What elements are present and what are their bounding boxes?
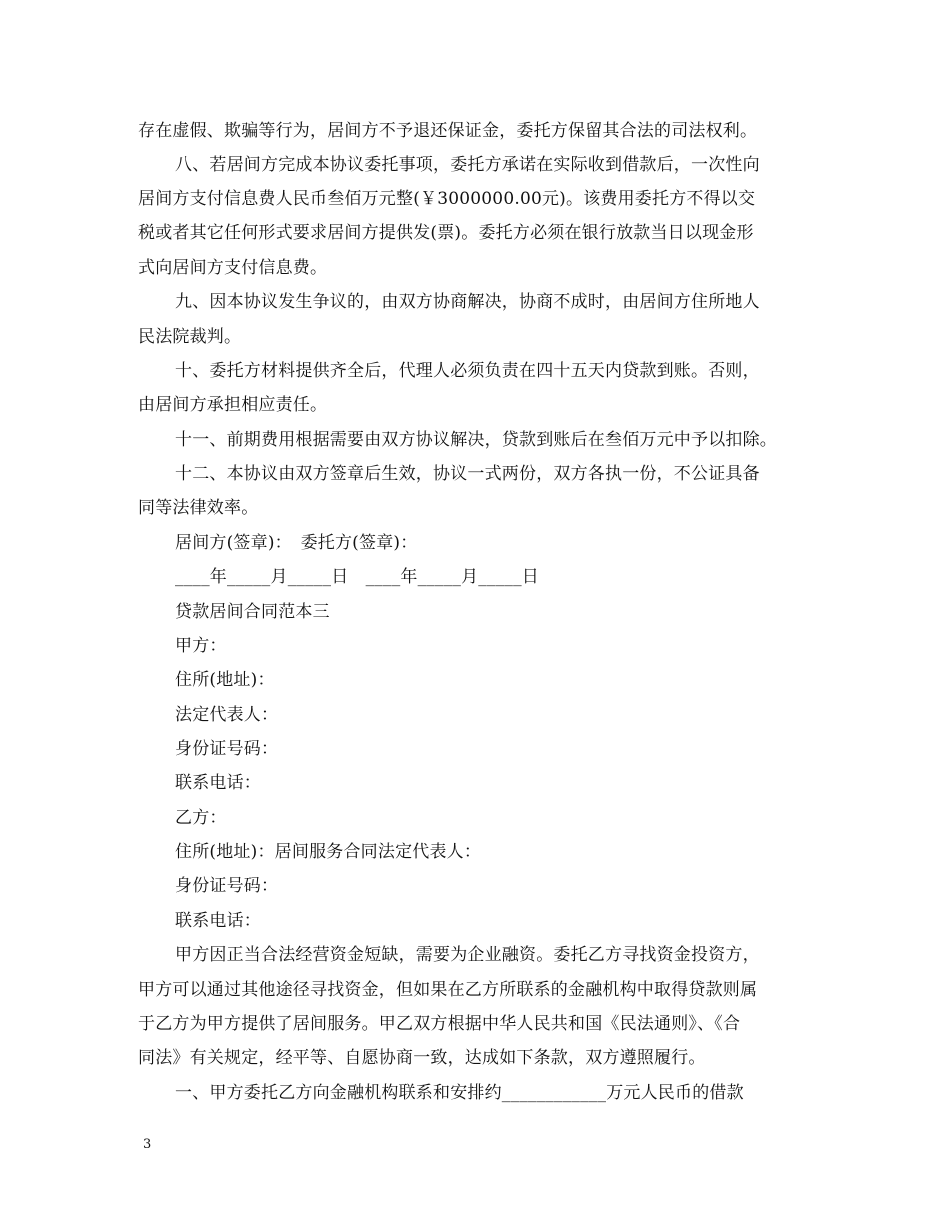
body-line: 八、若居间方完成本协议委托事项，委托方承诺在实际收到借款后，一次性向 (175, 155, 760, 175)
party-field: 乙方： (175, 808, 227, 828)
body-line: 甲方可以通过其他途径寻找资金，但如果在乙方所联系的金融机构中取得贷款则属 (138, 980, 758, 1000)
date-line: ____年_____月_____日 ____年_____月_____日 (175, 567, 539, 587)
party-field: 住所(地址)：居间服务合同法定代表人： (175, 842, 482, 862)
body-line: 同等法律效率。 (138, 498, 259, 518)
body-line: 于乙方为甲方提供了居间服务。甲乙双方根据中华人民共和国《民法通则》、《合 (138, 1014, 741, 1034)
page-number: 3 (143, 1137, 152, 1152)
body-line: 十、委托方材料提供齐全后，代理人必须负责在四十五天内贷款到账。否则， (175, 361, 760, 381)
body-line: 同法》有关规定，经平等、自愿协商一致，达成如下条款，双方遵照履行。 (138, 1048, 706, 1068)
body-line: 居间方支付信息费人民币叁佰万元整(￥3000000.00元)。该费用委托方不得以交 (138, 189, 756, 209)
body-line: 式向居间方支付信息费。 (138, 258, 328, 278)
party-field: 身份证号码： (175, 739, 279, 759)
body-line: 一、甲方委托乙方向金融机构联系和安排约____________万元人民币的借款 (175, 1083, 744, 1103)
party-field: 法定代表人： (175, 705, 279, 725)
signature-line: 居间方(签章)： 委托方(签章)： (175, 533, 418, 553)
body-line: 税或者其它任何形式要求居间方提供发(票)。委托方必须在银行放款当日以现金形 (138, 223, 754, 243)
body-line: 甲方因正当合法经营资金短缺，需要为企业融资。委托乙方寻找资金投资方， (175, 945, 760, 965)
party-field: 住所(地址)： (175, 670, 275, 690)
body-line: 由居间方承担相应责任。 (138, 395, 328, 415)
body-line: 十二、本协议由双方签章后生效，协议一式两份，双方各执一份，不公证具备 (175, 464, 760, 484)
body-line: 民法院裁判。 (138, 327, 242, 347)
section-title: 贷款居间合同范本三 (175, 602, 330, 622)
body-line: 十一、前期费用根据需要由双方协议解决，贷款到账后在叁佰万元中予以扣除。 (175, 430, 777, 450)
party-field: 联系电话： (175, 911, 261, 931)
body-line: 九、因本协议发生争议的，由双方协商解决，协商不成时，由居间方住所地人 (175, 292, 760, 312)
party-field: 身份证号码： (175, 876, 279, 896)
body-line: 存在虚假、欺骗等行为，居间方不予退还保证金，委托方保留其合法的司法权利。 (138, 121, 758, 141)
party-field: 联系电话： (175, 773, 261, 793)
party-field: 甲方： (175, 636, 227, 656)
